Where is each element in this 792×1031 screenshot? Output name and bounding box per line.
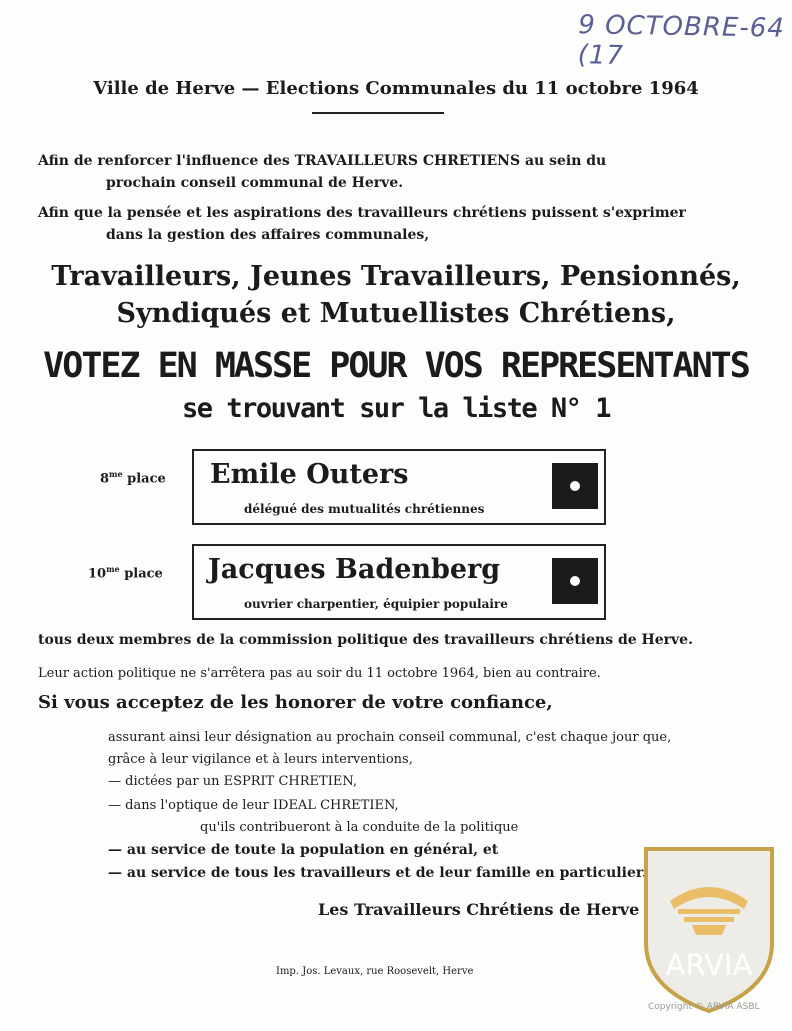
candidate-1-role: délégué des mutualités chrétiennes (244, 502, 485, 516)
candidate-1-name: Emile Outers (210, 459, 409, 490)
body-line-6: — au service de toute la population en général, et (108, 842, 499, 858)
body-line-3: — dictées par un ESPRIT CHRETIEN, (108, 774, 358, 789)
members-line: tous deux membres de la commission politique des travailleurs chrétiens de Herve. (38, 632, 693, 648)
candidate-1-place-sup: me (109, 469, 123, 479)
copyright-notice: Copyright © ARVIA ASBL (648, 1002, 760, 1012)
candidate-2-place-sup: me (106, 564, 120, 574)
intro-paragraph-1 (38, 150, 738, 194)
body-line-1: assurant ainsi leur désignation au prochain conseil communal, c'est chaque jour que, (108, 730, 672, 745)
action-line: Leur action politique ne s'arrêtera pas au soir du 11 octobre 1964, bien au contraire. (38, 666, 601, 681)
intro-1-line-1: Afin de renforcer l'influence des TRAVAILLEURS CHRETIENS au sein du (38, 153, 607, 169)
candidate-2-place-word: place (124, 566, 163, 582)
candidate-1-vote-box (552, 463, 598, 509)
confidence-line: Si vous acceptez de les honorer de votre confiance, (38, 692, 553, 713)
body-line-4: — dans l'optique de leur IDEAL CHRETIEN, (108, 798, 399, 813)
appeal-line-1: Travailleurs, Jeunes Travailleurs, Pensionnés, (51, 261, 741, 292)
signature: Les Travailleurs Chrétiens de Herve (318, 900, 640, 919)
intro-paragraph-2 (38, 202, 738, 246)
candidate-2-vote-box (552, 558, 598, 604)
candidate-2-name: Jacques Badenberg (208, 554, 501, 585)
intro-2-line-2: dans la gestion des affaires communales, (106, 227, 430, 243)
watermark-text: ARVIA (665, 948, 753, 982)
appeal-heading (0, 258, 792, 332)
body-line-7: — au service de tous les travailleurs et de leur famille en particulier. (108, 865, 647, 881)
arvia-shield-icon (640, 843, 778, 1015)
handwritten-note: 9 OCTOBRE-64 (17 (577, 10, 786, 71)
vote-dot-icon (570, 576, 580, 586)
candidate-2-box (192, 544, 606, 620)
candidate-2-role: ouvrier charpentier, équipier populaire (244, 597, 508, 611)
candidate-2-place-num: 10 (88, 566, 107, 582)
appeal-line-2: Syndiqués et Mutuellistes Chrétiens, (116, 298, 676, 329)
header-title: Ville de Herve — Elections Communales du 11 octobre 1964 (93, 78, 699, 99)
intro-1-line-2: prochain conseil communal de Herve. (106, 175, 404, 191)
printer-imprint: Imp. Jos. Levaux, rue Roosevelt, Herve (276, 966, 474, 977)
body-line-2: grâce à leur vigilance et à leurs interventions, (108, 752, 413, 767)
intro-2-line-1: Afin que la pensée et les aspirations des travailleurs chrétiens puissent s'exprimer (38, 205, 686, 221)
list-number-heading: se trouvant sur la liste N° 1 (182, 393, 610, 424)
candidate-2-place (88, 564, 163, 581)
candidate-1-place-word: place (127, 471, 166, 487)
candidate-1-place-num: 8 (100, 471, 110, 487)
body-line-5: qu'ils contribueront à la conduite de la politique (200, 820, 519, 835)
vote-dot-icon (570, 481, 580, 491)
header-rule (312, 112, 444, 114)
candidate-1-place (100, 469, 166, 486)
arvia-watermark (640, 843, 778, 1015)
candidate-1-box (192, 449, 606, 525)
vote-heading: VOTEZ EN MASSE POUR VOS REPRESENTANTS (43, 346, 749, 386)
